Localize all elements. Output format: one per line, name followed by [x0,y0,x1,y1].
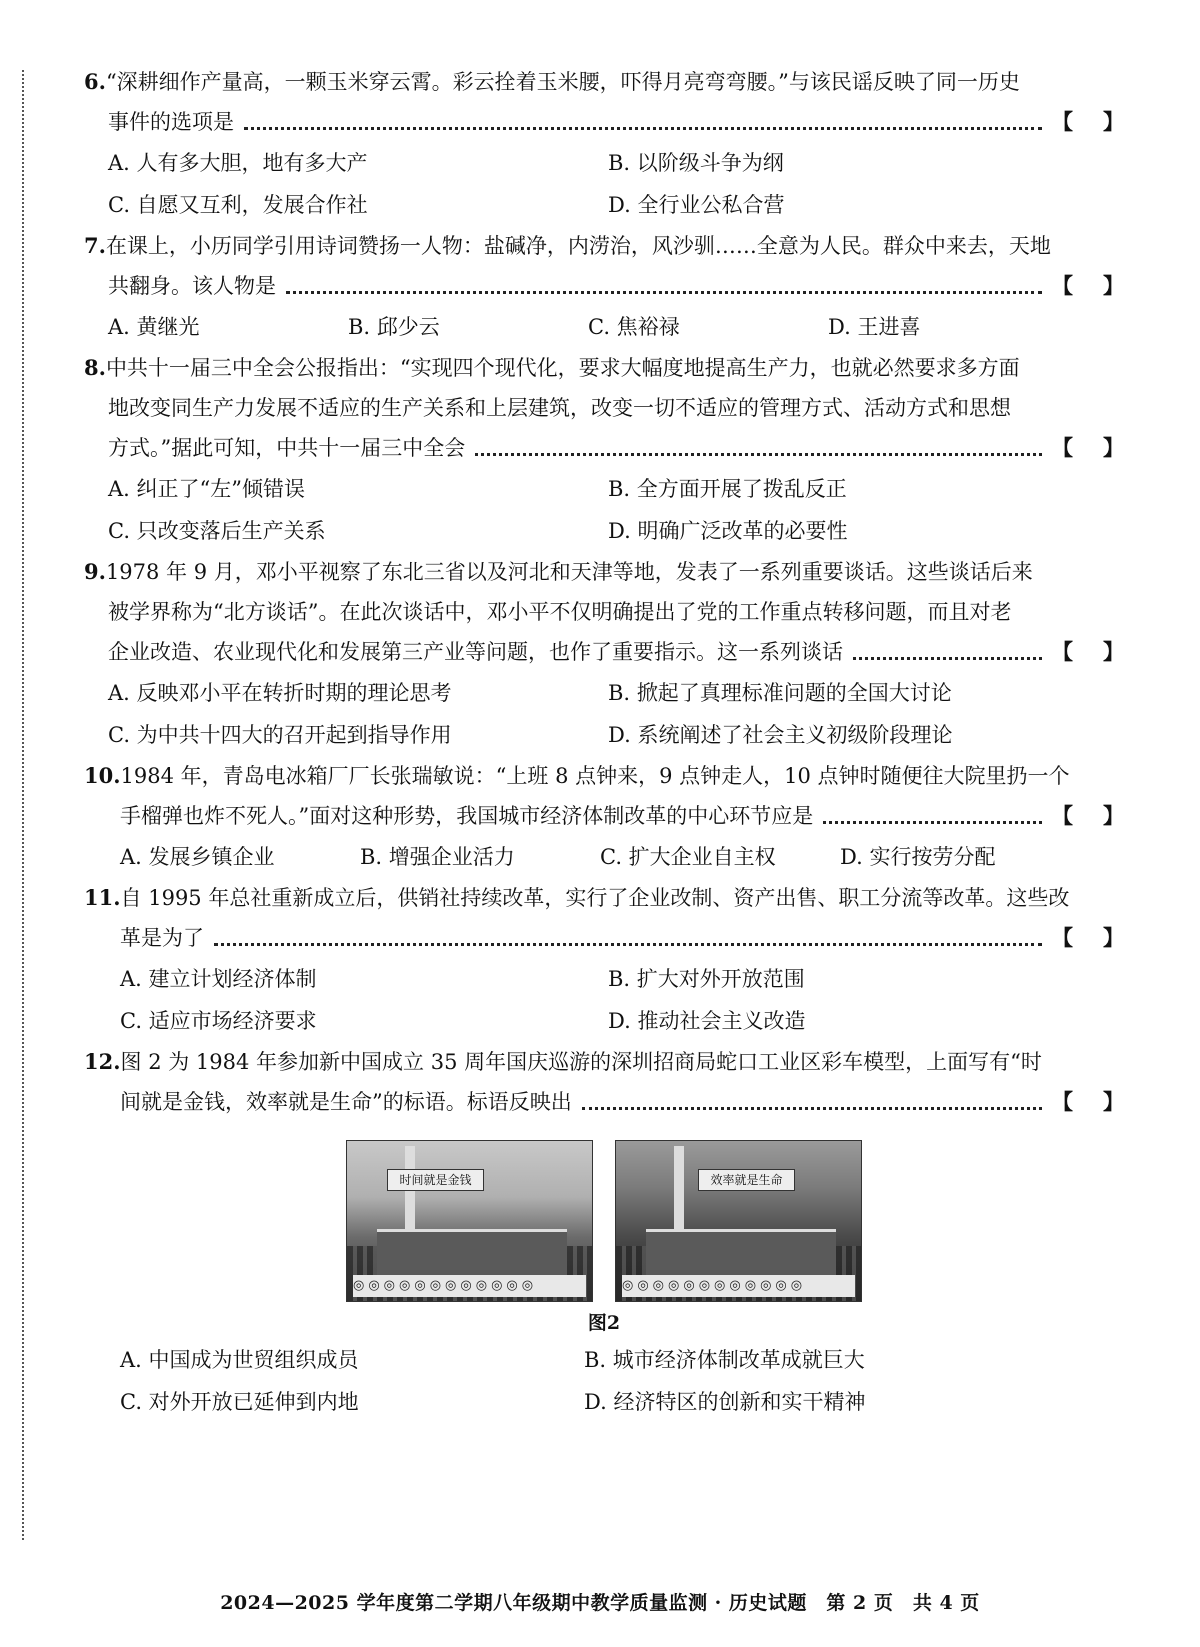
question-stem-line: 方式。”据此可知，中共十一届三中全会 [108,436,466,460]
float-banner-left: 时间就是金钱 [387,1169,484,1191]
option-c[interactable]: C. 焦裕禄 [588,315,680,339]
dotted-leader [244,127,1042,130]
answer-bracket[interactable]: 【 】 [1052,109,1124,134]
question-stem-line: 手榴弹也炸不死人。”面对这种形势，我国城市经济体制改革的中心环节应是 [120,804,814,828]
option-a[interactable]: A. 纠正了“左”倾错误 [108,477,305,501]
question-number: 8. [84,355,106,380]
options-8 [84,468,1124,552]
question-number: 10. [84,763,121,788]
answer-bracket[interactable]: 【 】 [1052,803,1124,828]
option-b[interactable]: B. 邱少云 [348,315,440,339]
tower-shape [405,1146,415,1236]
float-base-pattern: ◎◎◎◎◎◎◎◎◎◎◎◎ [353,1275,586,1297]
float-base-pattern: ◎◎◎◎◎◎◎◎◎◎◎◎ [622,1275,855,1297]
figure-caption: 图2 [587,1312,621,1334]
question-8 [84,348,1124,468]
options-12 [84,1339,1124,1423]
question-stem-line: “深耕细作产量高，一颗玉米穿云霄。彩云拴着玉米腰，吓得月亮弯弯腰。”与该民谣反映了同一历史 [105,70,1020,94]
option-d[interactable]: D. 经济特区的创新和实干精神 [584,1390,866,1414]
question-10 [84,756,1124,836]
options-7 [84,306,1124,348]
question-stem-line: 共翻身。该人物是 [108,274,276,298]
option-b[interactable]: B. 增强企业活力 [360,845,515,869]
question-stem-line: 事件的选项是 [108,110,234,134]
parade-float-photo-right [615,1140,862,1302]
question-number: 9. [84,559,106,584]
question-9 [84,552,1124,672]
options-10 [84,836,1124,878]
answer-bracket[interactable]: 【 】 [1052,273,1124,298]
options-9 [84,672,1124,756]
parade-float-photo-left [346,1140,593,1302]
option-c[interactable]: C. 适应市场经济要求 [120,1009,317,1033]
page-footer: 2024—2025 学年度第二学期八年级期中教学质量监测 · 历史试题 第 2 页 共 4 页 [220,1592,980,1614]
answer-bracket[interactable]: 【 】 [1052,639,1124,664]
question-number: 12. [84,1049,121,1074]
figure-2 [84,1140,1124,1302]
option-a[interactable]: A. 中国成为世贸组织成员 [120,1348,359,1372]
question-stem-line: 企业改造、农业现代化和发展第三产业等问题，也作了重要指示。这一系列谈话 [108,640,843,664]
option-b[interactable]: B. 全方面开展了拨乱反正 [608,477,847,501]
dotted-leader [286,291,1042,294]
option-c[interactable]: C. 只改变落后生产关系 [108,519,326,543]
option-a[interactable]: A. 黄继光 [108,315,200,339]
binding-fold-line [22,70,24,1540]
option-c[interactable]: C. 扩大企业自主权 [600,845,776,869]
options-11 [84,958,1124,1042]
option-d[interactable]: D. 王进喜 [828,315,921,339]
question-6 [84,62,1124,142]
option-a[interactable]: A. 建立计划经济体制 [120,967,317,991]
option-d[interactable]: D. 实行按劳分配 [840,845,996,869]
question-7 [84,226,1124,306]
option-b[interactable]: B. 以阶级斗争为纲 [608,151,784,175]
answer-bracket[interactable]: 【 】 [1052,435,1124,460]
option-c[interactable]: C. 自愿又互利，发展合作社 [108,193,368,217]
question-stem-line: 革是为了 [120,926,204,950]
question-number: 11. [84,885,121,910]
dotted-leader [582,1107,1042,1110]
option-b[interactable]: B. 扩大对外开放范围 [608,967,805,991]
dotted-leader [475,453,1042,456]
question-stem-line: 地改变同生产力发展不适应的生产关系和上层建筑，改变一切不适应的管理方式、活动方式和思想 [108,396,1011,420]
question-stem-line: 自 1995 年总社重新成立后，供销社持续改革，实行了企业改制、资产出售、职工分流等改革。这些改 [120,886,1070,910]
question-stem-line: 被学界称为“北方谈话”。在此次谈话中，邓小平不仅明确提出了党的工作重点转移问题，而且对老 [108,600,1012,624]
question-11 [84,878,1124,958]
tower-shape [674,1146,684,1236]
dotted-leader [853,657,1042,660]
exam-page [84,62,1124,1423]
option-d[interactable]: D. 系统阐述了社会主义初级阶段理论 [608,723,953,747]
question-stem-line: 中共十一届三中全会公报指出：“实现四个现代化，要求大幅度地提高生产力，也就必然要求多方面 [105,356,1020,380]
question-stem-line: 图 2 为 1984 年参加新中国成立 35 周年国庆巡游的深圳招商局蛇口工业区彩车模型，上面写有“时 [120,1050,1042,1074]
option-a[interactable]: A. 反映邓小平在转折时期的理论思考 [108,681,452,705]
option-c[interactable]: C. 为中共十四大的召开起到指导作用 [108,723,452,747]
question-number: 7. [84,233,106,258]
answer-bracket[interactable]: 【 】 [1052,1089,1124,1114]
options-6 [84,142,1124,226]
option-a[interactable]: A. 发展乡镇企业 [120,845,275,869]
option-c[interactable]: C. 对外开放已延伸到内地 [120,1390,359,1414]
answer-bracket[interactable]: 【 】 [1052,925,1124,950]
question-stem-line: 间就是金钱，效率就是生命”的标语。标语反映出 [120,1090,572,1114]
dotted-leader [214,943,1042,946]
question-stem-line: 在课上，小历同学引用诗词赞扬一人物：盐碱净，内涝治，风沙驯……全意为人民。群众中来去，天地 [105,234,1051,258]
option-a[interactable]: A. 人有多大胆，地有多大产 [108,151,368,175]
question-number: 6. [84,69,106,94]
float-banner-right: 效率就是生命 [698,1169,795,1191]
question-stem-line: 1978 年 9 月，邓小平视察了东北三省以及河北和天津等地，发表了一系列重要谈话。这些谈话后来 [105,560,1033,584]
question-stem-line: 1984 年，青岛电冰箱厂厂长张瑞敏说：“上班 8 点钟来，9 点钟走人，10 点钟时随便往大院里扔一个 [120,764,1070,788]
question-12 [84,1042,1124,1122]
option-b[interactable]: B. 城市经济体制改革成就巨大 [584,1348,865,1372]
option-d[interactable]: D. 推动社会主义改造 [608,1009,806,1033]
option-d[interactable]: D. 全行业公私合营 [608,193,785,217]
option-b[interactable]: B. 掀起了真理标准问题的全国大讨论 [608,681,952,705]
dotted-leader [823,821,1042,824]
option-d[interactable]: D. 明确广泛改革的必要性 [608,519,848,543]
